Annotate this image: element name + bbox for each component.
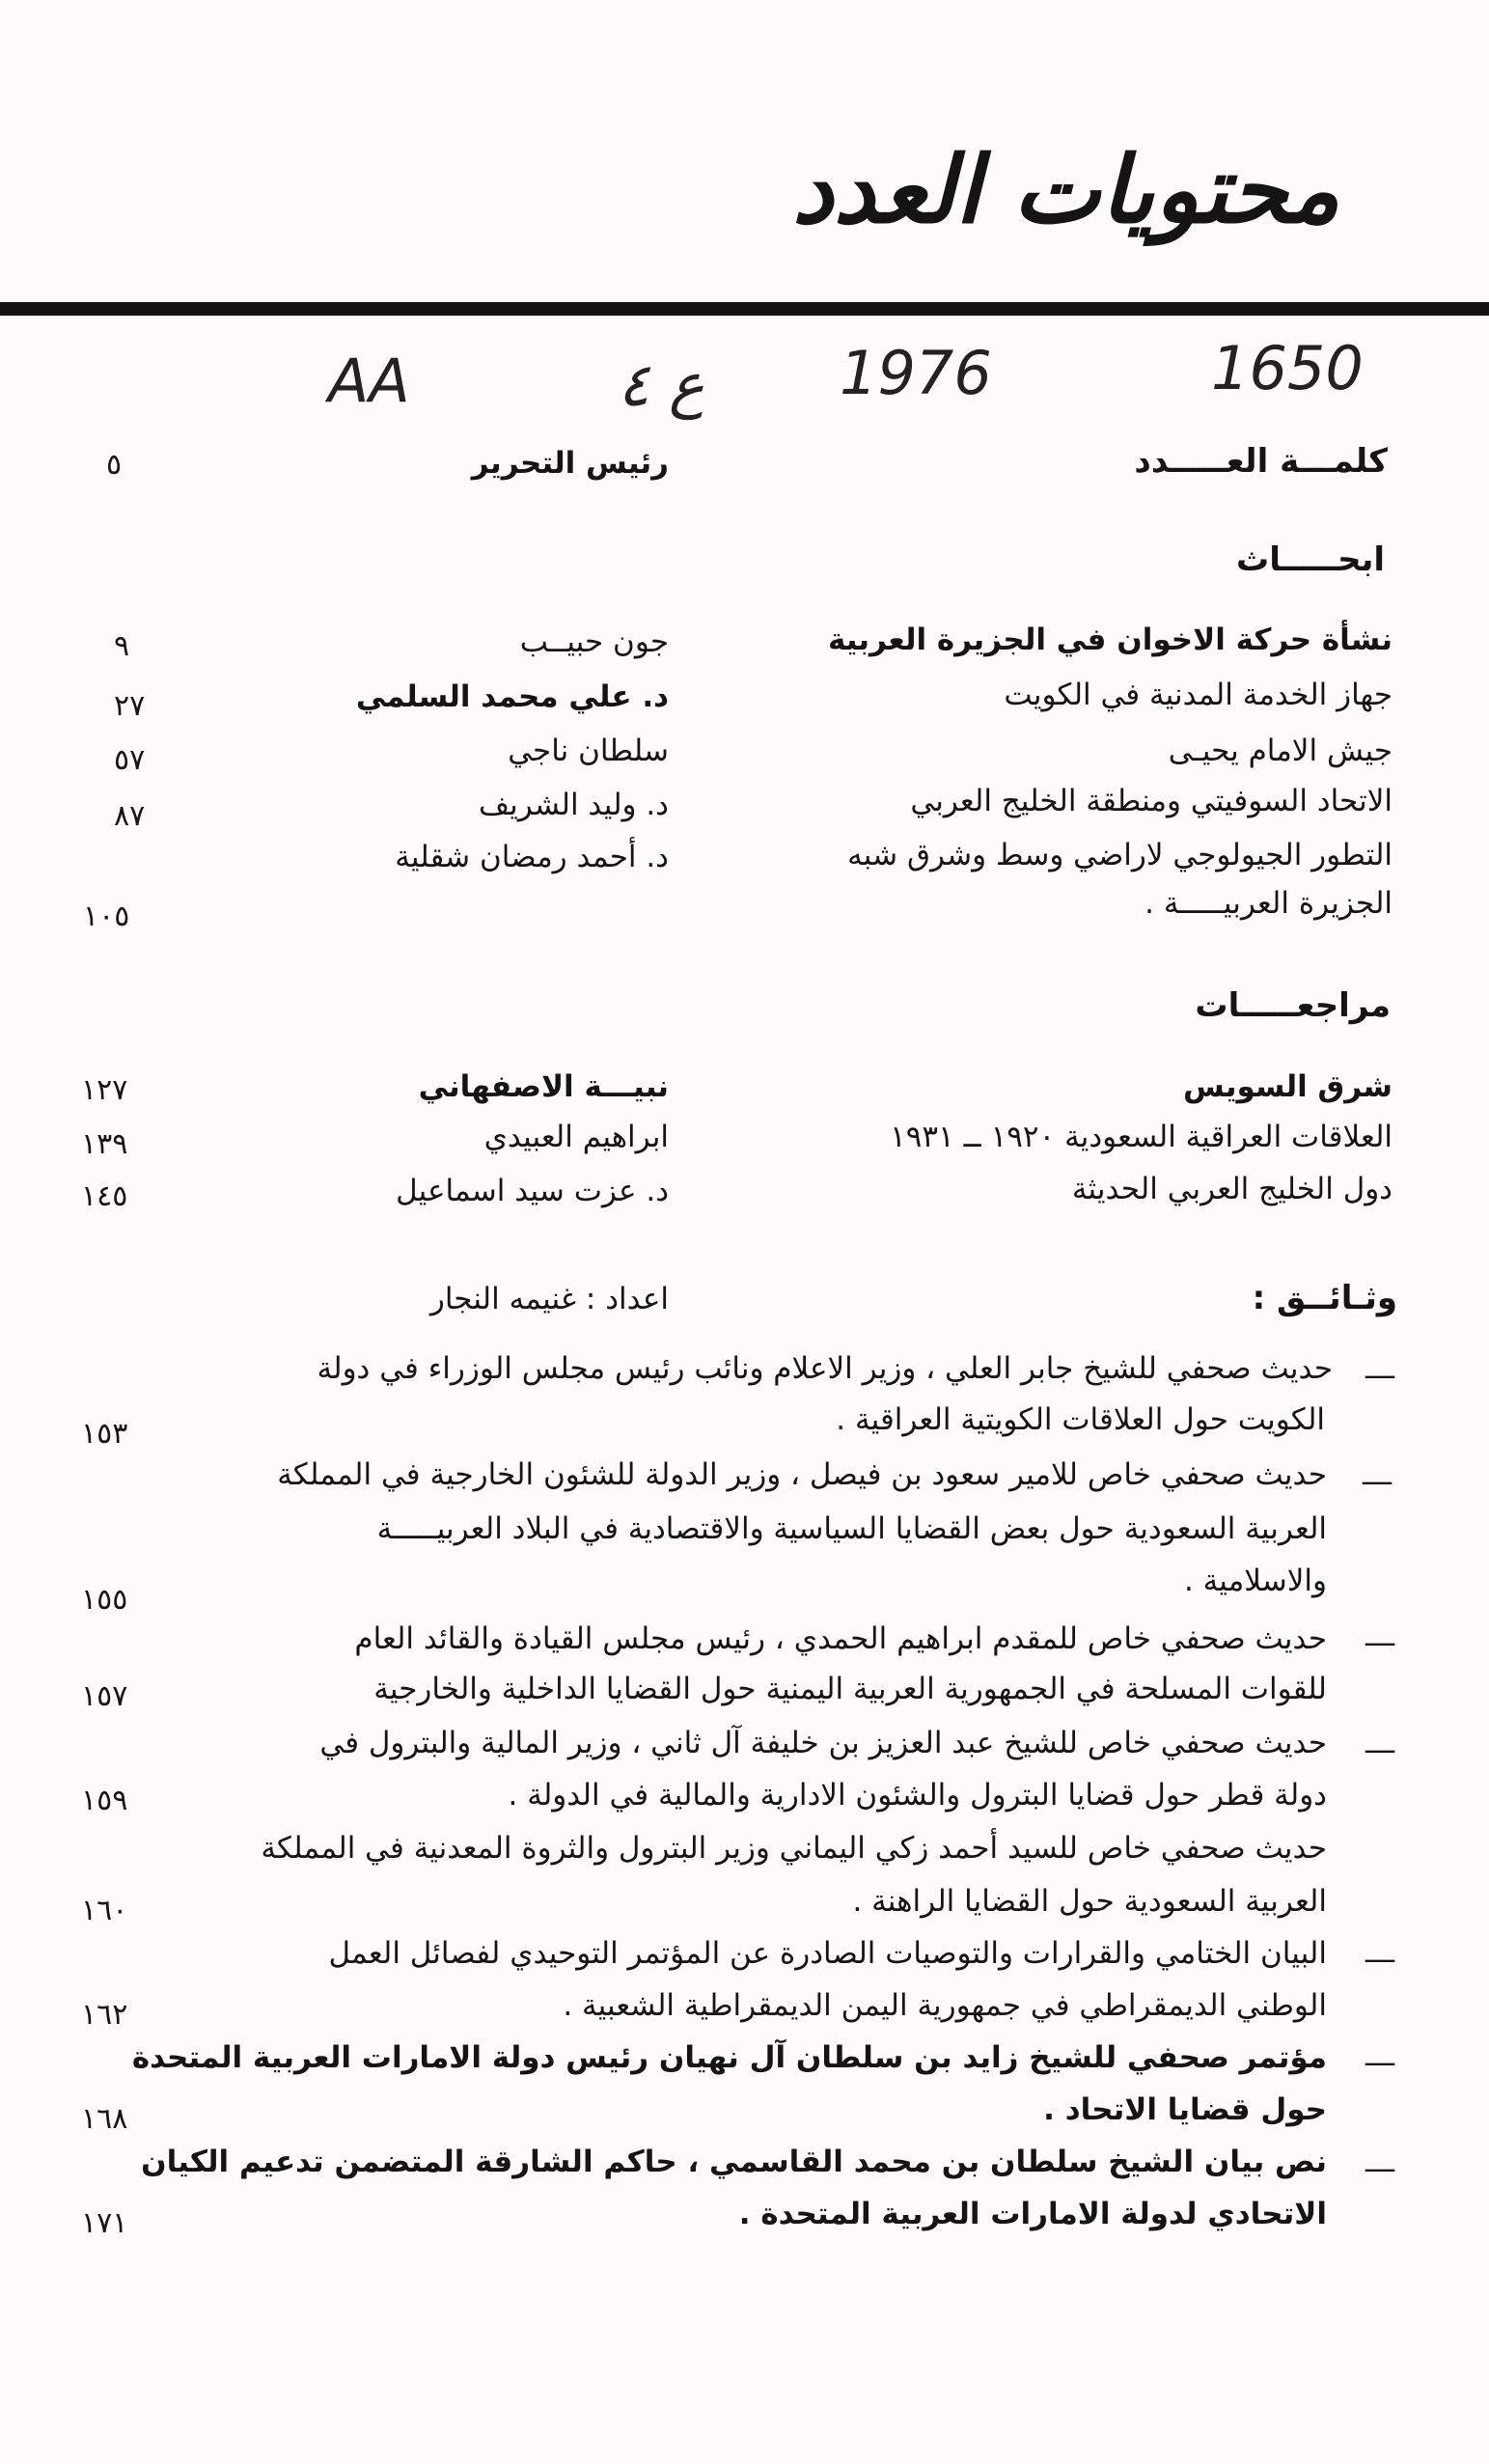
document-line: الاتحادي لدولة الامارات العربية المتحدة . (738, 2197, 1327, 2231)
document-line: العربية السعودية حول بعض القضايا السياسية والاقتصادية في البلاد العربيـــــة (376, 1511, 1327, 1546)
document-line: مؤتمر صحفي للشيخ زايد بن سلطان آل نهيان رئيس دولة الامارات العربية المتحدة (131, 2040, 1327, 2075)
research-author: د. وليد الشريف (479, 788, 669, 822)
research-author: د. أحمد رمضان شقلية (395, 840, 669, 874)
review-title: شرق السويس (1183, 1069, 1392, 1104)
document-line: حديث صحفي خاص للمقدم ابراهيم الحمدي ، رئيس مجلس القيادة والقائد العام (354, 1621, 1327, 1656)
bullet-dash: — (1361, 1462, 1393, 1501)
handwritten-note-1: AA (328, 346, 410, 416)
review-page: ١٤٥ (81, 1179, 128, 1213)
document-page: ١٥٥ (81, 1583, 128, 1617)
bullet-dash: — (1364, 1623, 1396, 1662)
page-title: محتويات العدد (791, 135, 1339, 244)
research-heading: ابحـــــاث (1236, 540, 1385, 579)
document-line: حديث صحفي خاص للامير سعود بن فيصل ، وزير الدولة للشئون الخارجية في المملكة (277, 1457, 1327, 1492)
handwritten-note-4: 1650 (1211, 333, 1364, 403)
research-title-cont: الجزيرة العربيـــــة . (1144, 886, 1392, 921)
documents-heading: وثـائــق : (1252, 1279, 1397, 1317)
document-line: العربية السعودية حول القضايا الراهنة . (852, 1884, 1327, 1919)
research-author: د. علي محمد السلمي (355, 679, 669, 714)
document-page: ١٥٩ (81, 1784, 128, 1817)
editorial-page: ٥ (106, 448, 123, 482)
bullet-dash: — (1364, 1730, 1396, 1769)
handwritten-note-2: ع ٤ (618, 349, 705, 420)
research-page: ١٠٥ (83, 900, 130, 933)
document-page: ١٦٢ (81, 1998, 128, 2032)
document-page: ١٦٨ (81, 2102, 128, 2136)
research-author: سلطان ناجي (508, 734, 669, 768)
research-title: التطور الجيولوجي لاراضي وسط وشرق شبه (847, 838, 1392, 872)
document-line: حديث صحفي خاص للسيد أحمد زكي اليماني وزير البترول والثروة المعدنية في المملكة (261, 1831, 1327, 1866)
document-line: للقوات المسلحة في الجمهورية العربية اليمنية حول القضايا الداخلية والخارجية (373, 1672, 1327, 1706)
editorial-heading: كلمـــة العـــــدد (1134, 442, 1388, 481)
bullet-dash: — (1364, 1940, 1396, 1979)
research-author: جون حبيــب (519, 624, 669, 659)
review-title: دول الخليج العربي الحديثة (1071, 1172, 1392, 1206)
research-page: ٢٧ (114, 689, 146, 723)
document-line: دولة قطر حول قضايا البترول والشئون الادارية والمالية في الدولة . (508, 1778, 1327, 1813)
research-page: ٨٧ (114, 799, 146, 833)
document-line: البيان الختامي والقرارات والتوصيات الصادرة عن المؤتمر التوحيدي لفصائل العمل (328, 1936, 1327, 1971)
review-title: العلاقات العراقية السعودية ١٩٢٠ ــ ١٩٣١ (890, 1120, 1392, 1154)
bullet-dash: — (1364, 2149, 1396, 2188)
research-page: ٩ (114, 629, 130, 663)
document-page: ١٥٣ (81, 1417, 128, 1451)
review-page: ١٣٩ (81, 1127, 128, 1161)
research-page: ٥٧ (114, 743, 146, 777)
documents-prepared-by: اعداد : غنيمه النجار (429, 1282, 669, 1316)
review-page: ١٢٧ (81, 1073, 128, 1107)
document-line: حديث صحفي للشيخ جابر العلي ، وزير الاعلام ونائب رئيس مجلس الوزراء في دولة (317, 1351, 1333, 1386)
bullet-dash: — (1364, 1356, 1396, 1395)
document-line: حديث صحفي خاص للشيخ عبد العزيز بن خليفة آل ثاني ، وزير المالية والبترول في (319, 1726, 1327, 1760)
document-line: والاسلامية . (1183, 1564, 1327, 1598)
document-page: ١٥٧ (81, 1679, 128, 1713)
document-page: ١٧١ (81, 2206, 128, 2240)
document-line: نص بيان الشيخ سلطان بن محمد القاسمي ، حاكم الشارقة المتضمن تدعيم الكيان (141, 2145, 1327, 2179)
research-title: نشأة حركة الاخوان في الجزيرة العربية (827, 623, 1392, 657)
document-page: ١٦٠ (81, 1894, 128, 1927)
reviews-heading: مراجعـــــات (1195, 986, 1391, 1025)
bullet-dash: — (1364, 2043, 1396, 2082)
editorial-author: رئيس التحرير (471, 446, 669, 481)
handwritten-note-3: 1976 (840, 338, 992, 408)
review-author: ابراهيم العبيدي (483, 1120, 669, 1154)
research-title: جهاز الخدمة المدنية في الكويت (1004, 678, 1392, 712)
research-title: الاتحاد السوفيتي ومنطقة الخليج العربي (910, 784, 1392, 818)
review-author: نبيـــة الاصفهاني (418, 1069, 669, 1104)
document-line: الكويت حول العلاقات الكويتية العراقية . (836, 1402, 1325, 1437)
review-author: د. عزت سيد اسماعيل (396, 1174, 669, 1208)
research-title: جيش الامام يحيـى (1168, 734, 1392, 768)
document-line: الوطني الديمقراطي في جمهورية اليمن الديمقراطية الشعبية . (563, 1988, 1327, 2023)
header-rule (0, 302, 1489, 316)
document-line: حول قضايا الاتحاد . (1043, 2092, 1327, 2127)
